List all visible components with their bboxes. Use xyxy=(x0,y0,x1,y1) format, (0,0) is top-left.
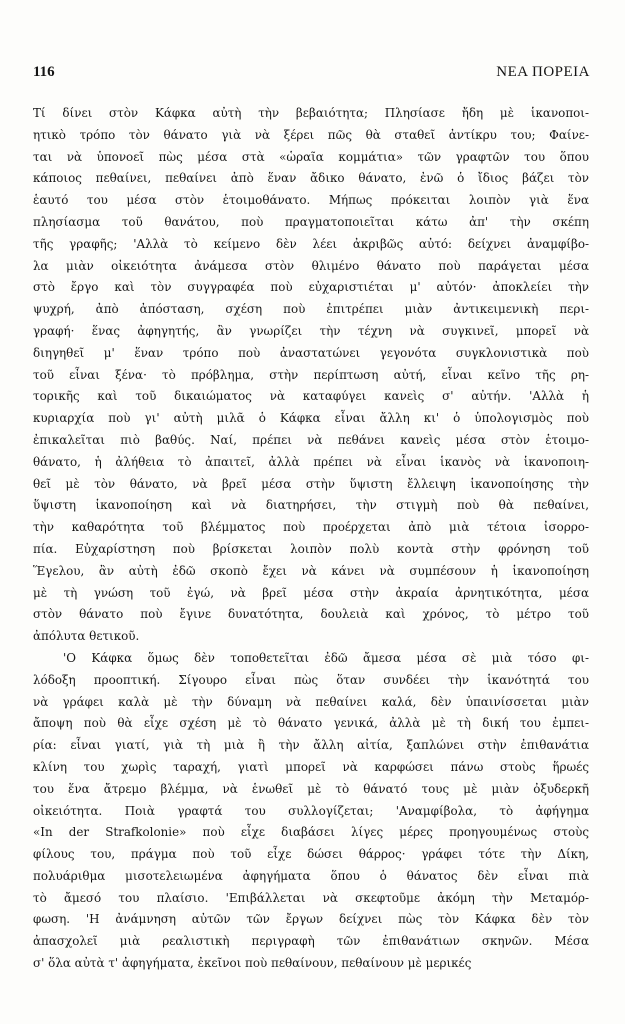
text-line: πία. Εὐχαρίστηση ποὺ βρίσκεται λοιπὸν πολὺ κοντὰ στὴν φρόνηση τοῦ xyxy=(33,541,589,556)
text-line: «In der Strafkolonie» ποὺ εἶχε διαβάσει λίγες μέρες προηγουμένως στοὺς xyxy=(33,825,589,840)
text-line: Ἕγελου, ἂν αὐτὴ ἐδῶ σκοπὸ ἔχει νὰ κάνει νὰ συμπέσουν ἡ ἱκανοποίηση xyxy=(33,563,589,578)
text-line: οἰκειότητα. Ποιὰ γραφτά του συλλογίζεται; 'Αναμφίβολα, τὸ ἀφήγημα xyxy=(33,803,589,818)
paragraph xyxy=(33,648,589,975)
text-line: πολυάριθμα μισοτελειωμένα ἀφηγήματα ὅπου ὁ θάνατος δὲν εἶναι πιὰ xyxy=(33,868,589,883)
text-line: ἄποψη ποὺ θὰ εἶχε σχέση μὲ τὸ θάνατο γενικά, ἀλλὰ μὲ τὴ δική του ἐμπει- xyxy=(33,716,589,731)
text-line: φωση. 'Η ἀνάμνηση αὐτῶν τῶν ἔργων δείχνει πὼς τὸν Κάφκα δὲν τὸν xyxy=(33,912,589,927)
text-line: στὸ ἔργο καὶ τὸν συγγραφέα ποὺ εὐχαριστιέται μ' αὐτόν· ἀποκλείει τὴν xyxy=(33,280,589,295)
text-line: ρία: εἶναι γιατί, γιὰ τὴ μιὰ ἢ τὴν ἄλλη αἰτία, ξαπλώνει στὴν ἐπιθανάτια xyxy=(33,738,589,753)
text-line: γραφή· ἕνας ἀφηγητής, ἂν γνωρίζει τὴν τέχνη νὰ συγκινεῖ, μπορεῖ νὰ xyxy=(33,323,589,338)
text-line: νὰ γράφει καλὰ μὲ τὴν δύναμη νὰ πεθαίνει καλά, δὲν ὑπαινίσσεται μιὰν xyxy=(33,694,589,709)
text-line: ψυχρή, ἀπὸ ἀπόσταση, σχέση ποὺ ἐπιτρέπει μιὰν ἀντικειμενικὴ περι- xyxy=(33,302,589,317)
body-text xyxy=(33,103,589,975)
page-number: 116 xyxy=(33,64,55,80)
text-line: τὴν καθαρότητα τοῦ βλέμματος ποὺ προέρχεται ἀπὸ μιὰ τέτοια ἰσορρο- xyxy=(33,520,589,535)
text-line: 'Ο Κάφκα ὅμως δὲν τοποθετεῖται ἐδῶ ἄμεσα μέσα σὲ μιὰ τόσο φι- xyxy=(63,650,589,665)
text-line: ητικὸ τρόπο τὸν θάνατο γιὰ νὰ ξέρει πῶς θὰ σταθεῖ ἀντίκρυ του; Φαίνε- xyxy=(33,127,589,142)
text-line: πλησίασμα τοῦ θανάτου, ποὺ πραγματοποιεῖται κάτω ἀπ' τὴν σκέπη xyxy=(33,214,589,229)
journal-title: ΝΕΑ ΠΟΡΕΙΑ xyxy=(496,64,590,80)
text-line: λα μιὰν οἰκειότητα ἀνάμεσα στὸν θλιμένο θάνατο ποὺ παράγεται μέσα xyxy=(33,258,589,273)
text-line: ἑαυτό του μέσα στὸν ἑτοιμοθάνατο. Μήπως πρόκειται λοιπὸν γιὰ ἕνα xyxy=(33,193,589,208)
text-line: κάποιος πεθαίνει, πεθαίνει ἀπὸ ἕναν ἄδικο θάνατο, ἐνῶ ὁ ἴδιος βάζει τὸν xyxy=(33,171,589,186)
text-line: μὲ τὴ γνώση τοῦ ἐγώ, νὰ βρεῖ μέσα στὴν ἀκραία ἀρνητικότητα, μέσα xyxy=(33,585,589,600)
text-line: τοῦ εἶναι ξένα· τὸ πρόβλημα, στὴν περίπτωση αὐτή, εἶναι κεῖνο τῆς ρη- xyxy=(33,367,589,382)
text-line: ται νὰ ὑπονοεῖ πὼς μέσα στὰ «ὡραῖα κομμάτια» τῶν γραφτῶν του ὅπου xyxy=(33,149,589,164)
text-line: στὸν θάνατο ποὺ ἔγινε δυνατότητα, δουλειὰ καὶ χρόνος, τὸ μέτρο τοῦ xyxy=(33,607,589,622)
text-line: φίλους του, πράγμα ποὺ τοῦ εἶχε δώσει θάρρος· γράφει τότε τὴν Δίκη, xyxy=(33,847,589,862)
text-line: τὸ ἄμεσό του πλαίσιο. 'Επιβάλλεται νὰ σκεφτοῦμε ἀκόμη τὴν Μεταμόρ- xyxy=(33,890,589,905)
text-line: ἀπόλυτα θετικοῦ. xyxy=(33,629,140,644)
text-line: του ἕνα ἄτρεμο βλέμμα, νὰ ἑνωθεῖ μὲ τὸ θάνατό τους μὲ μιὰν ὀξυδερκῆ xyxy=(33,781,589,796)
text-line: κλίνη του χωρὶς ταραχή, γιατὶ μπορεῖ νὰ καρφώσει πάνω στοὺς ἥρωές xyxy=(33,759,589,774)
text-line: τῆς γραφῆς; 'Αλλὰ τὸ κείμενο δὲν λέει ἀκριβῶς αὐτό: δείχνει ἀναμφίβο- xyxy=(33,236,589,251)
text-line: Τί δίνει στὸν Κάφκα αὐτὴ τὴν βεβαιότητα; Πλησίασε ἤδη μὲ ἱκανοποι- xyxy=(33,106,589,120)
text-line: θάνατο, ἡ ἀλήθεια τὸ ἀπαιτεῖ, ἀλλὰ πρέπει νὰ εἶναι ἱκανὸς νὰ ἱκανοποιη- xyxy=(33,454,589,469)
text-line: θεῖ μὲ τὸν θάνατο, νὰ βρεῖ μέσα στὴν ὕψιστη ἔλλειψη ἱκανοποίησης τὴν xyxy=(33,476,589,491)
text-line: ὕψιστη ἱκανοποίηση καὶ νὰ διατηρήσει, τὴν στιγμὴ ποὺ θὰ πεθαίνει, xyxy=(33,498,589,513)
running-header xyxy=(33,64,590,84)
text-line: σ' ὅλα αὐτὰ τ' ἀφηγήματα, ἐκεῖνοι ποὺ πεθαίνουν, πεθαίνουν μὲ μερικές xyxy=(33,956,472,971)
text-line: ἀπασχολεῖ μιὰ ρεαλιστικὴ περιγραφὴ τῶν ἐπιθανάτιων σκηνῶν. Μέσα xyxy=(33,934,589,949)
text-line: ἐπικαλεῖται πιὸ βαθύς. Ναί, πρέπει νὰ πεθάνει κανεὶς μέσα στὸν ἑτοιμο- xyxy=(33,432,589,447)
text-line: διηγηθεῖ μ' ἕναν τρόπο ποὺ ἀναστατώνει γεγονότα συγκλονιστικὰ ποὺ xyxy=(33,345,589,360)
text-line: κυριαρχία ποὺ γι' αὐτὴ μιλᾶ ὁ Κάφκα εἶναι ἄλλη κι' ὁ ὑπολογισμὸς ποὺ xyxy=(33,411,589,426)
text-line: τορικῆς καὶ τοῦ δικαιώματος νὰ καταφύγει κανεὶς σ' αὐτήν. 'Αλλὰ ἡ xyxy=(33,389,589,404)
text-line: λόδοξη προοπτική. Σίγουρο εἶναι πὼς ὅταν συνδέει τὴν ἱκανότητά του xyxy=(33,672,589,687)
paragraph xyxy=(33,103,589,648)
